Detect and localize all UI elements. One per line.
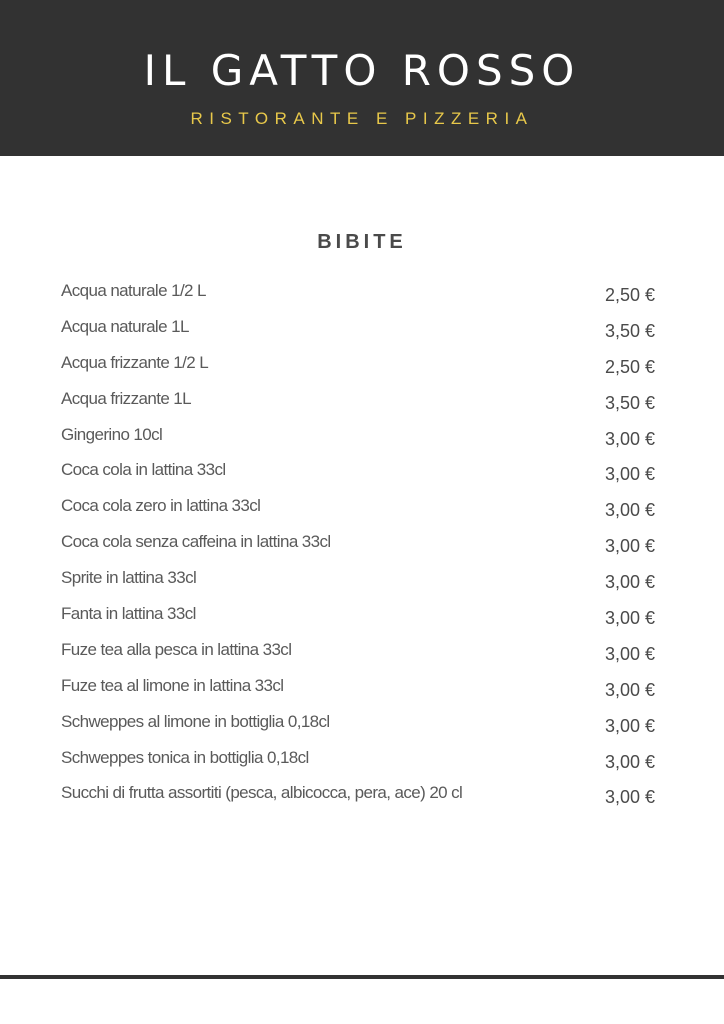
menu-item <box>61 566 655 602</box>
menu-item <box>61 494 655 530</box>
item-price: 3,00 € <box>604 643 655 664</box>
item-price: 3,00 € <box>604 428 655 449</box>
item-name: Acqua frizzante 1/2 L <box>61 352 209 372</box>
item-price: 3,50 € <box>604 320 655 341</box>
drinks-menu-list <box>61 279 655 817</box>
item-price: 3,00 € <box>604 572 655 593</box>
item-price: 3,00 € <box>604 715 655 736</box>
item-price: 2,50 € <box>604 356 655 377</box>
menu-item <box>61 781 655 817</box>
item-price: 3,00 € <box>604 751 655 772</box>
item-name: Acqua naturale 1L <box>61 316 189 336</box>
menu-item <box>61 351 655 387</box>
restaurant-subtitle: RISTORANTE E PIZZERIA <box>190 109 534 128</box>
menu-item <box>61 315 655 351</box>
menu-item <box>61 458 655 494</box>
menu-item <box>61 387 655 423</box>
menu-item <box>61 530 655 566</box>
item-price: 3,00 € <box>604 608 655 629</box>
menu-item <box>61 279 655 315</box>
header-banner <box>0 0 724 156</box>
footer-divider <box>0 975 724 979</box>
item-name: Fuze tea alla pesca in lattina 33cl <box>61 639 292 659</box>
item-name: Schweppes tonica in bottiglia 0,18cl <box>61 747 309 767</box>
item-name: Acqua frizzante 1L <box>61 388 192 408</box>
menu-item <box>61 674 655 710</box>
item-price: 3,00 € <box>604 787 655 808</box>
item-name: Fuze tea al limone in lattina 33cl <box>61 675 284 695</box>
item-price: 2,50 € <box>604 285 655 305</box>
item-price: 3,50 € <box>604 392 655 413</box>
item-name: Coca cola zero in lattina 33cl <box>61 496 261 516</box>
item-price: 3,00 € <box>604 536 655 557</box>
item-name: Schweppes al limone in bottiglia 0,18cl <box>61 711 330 731</box>
item-price: 3,00 € <box>604 679 655 700</box>
menu-item <box>61 710 655 746</box>
menu-item <box>61 746 655 782</box>
item-name: Fanta in lattina 33cl <box>61 604 196 624</box>
item-name: Gingerino 10cl <box>61 424 163 444</box>
item-name: Coca cola senza caffeina in lattina 33cl <box>61 532 331 552</box>
item-price: 3,00 € <box>604 500 655 521</box>
item-name: Sprite in lattina 33cl <box>61 568 197 588</box>
restaurant-name: IL GATTO ROSSO <box>143 46 581 95</box>
menu-item <box>61 423 655 459</box>
menu-item <box>61 638 655 674</box>
section-title: BIBITE <box>317 231 407 253</box>
item-price: 3,00 € <box>604 464 655 485</box>
item-name: Succhi di frutta assortiti (pesca, albicocca, pera, ace) 20 cl <box>61 783 463 803</box>
item-name: Acqua naturale 1/2 L <box>61 281 206 300</box>
menu-item <box>61 602 655 638</box>
item-name: Coca cola in lattina 33cl <box>61 460 226 480</box>
